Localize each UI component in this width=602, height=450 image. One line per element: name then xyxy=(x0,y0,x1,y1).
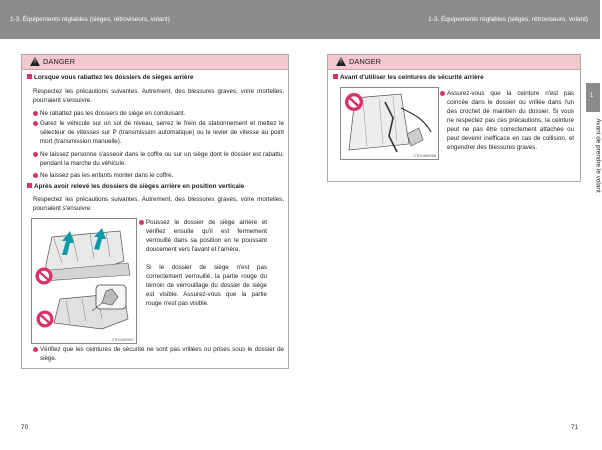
bullet-dot-icon xyxy=(33,173,38,178)
bullet-item xyxy=(33,109,284,118)
section-square-icon xyxy=(333,74,338,79)
seat-lock-illustration xyxy=(31,218,137,344)
header-title-left: 1-3. Équipements réglables (sièges, rétroviseurs, volant) xyxy=(10,16,170,23)
danger-label: DANGER xyxy=(43,57,76,66)
page-number-left: 70 xyxy=(21,424,29,431)
section-square-icon xyxy=(27,183,32,188)
section-square-icon xyxy=(27,74,32,79)
section-title xyxy=(333,74,484,81)
lock-indicator-drawing xyxy=(54,285,128,329)
figure-bullet xyxy=(139,218,267,262)
bullet-text: Ne laissez personne s'asseoir dans le coffre ou sur un siège dont le dossier est rabattu, pendant la marche du véhicule. xyxy=(40,151,284,167)
section-title-text: Lorsque vous rabattez les dossiers de sièges arrière xyxy=(34,74,194,81)
bullet-text: Ne rabattez pas les dossiers de siège en conduisant. xyxy=(40,110,186,117)
seatbelt-illustration-svg xyxy=(341,88,438,159)
danger-banner xyxy=(22,55,288,70)
prohibition-icon xyxy=(36,268,53,285)
intro-paragraph: Respectez les précautions suivantes. Autrement, des blessures graves, voire mortelles, pourraient s'ensuivre. xyxy=(33,196,284,212)
header-title-right: 1-3. Équipements réglables (sièges, rétroviseurs, volant) xyxy=(428,16,588,23)
page-header-left xyxy=(0,0,300,39)
warning-triangle-icon: ! xyxy=(30,57,40,66)
chapter-number: 1 xyxy=(590,93,594,99)
rear-seat-drawing xyxy=(40,231,130,281)
bullet-dot-icon xyxy=(139,220,144,225)
bullet-text: Garez le véhicule sur un sol de niveau, serrez le frein de stationnement et mettez le sélecteur de vitesses sur P (transmission automatique) ou le levier de vitesse au point mort (transmission manuelle). xyxy=(40,120,284,145)
seatbelt-illustration xyxy=(340,87,439,160)
figure-code: CTH13AR067 xyxy=(111,338,134,342)
section-title xyxy=(27,74,193,81)
bullet-text: Assurez-vous que la ceinture n'est pas coincée dans le dossier ou vrillée dans l'un des crochet de maintien du dossier. Si vous ne respectez pas ces précautions, la ceinture peut ne pas être correctement attachée ou peut devenir inefficace en cas de collision, et engendrer des blessures graves. xyxy=(447,90,574,151)
bullet-text: Poussez le dossier de siège arrière et vérifiez ensuite qu'il est fermement verrouillé dans sa position en le poussant doucement vers l'avant et l'arrière. xyxy=(146,219,267,253)
section-title-text: Avant d'utiliser les ceintures de sécurité arrière xyxy=(340,74,484,81)
danger-box-right xyxy=(327,54,581,182)
danger-banner xyxy=(328,55,580,70)
prohibition-icon xyxy=(37,311,54,328)
intro-paragraph: Respectez les précautions suivantes. Autrement, des blessures graves, voire mortelles, pourraient s'ensuivre. xyxy=(33,88,284,104)
bullet-item xyxy=(33,171,284,180)
bullet-text: Vérifiez que les ceintures de sécurité ne sont pas vrillées ou prises sous le dossier de siège. xyxy=(40,346,284,362)
bullet-item xyxy=(33,119,284,146)
page-header-right xyxy=(300,0,600,39)
figure-note: Si le dossier de siège n'est pas correctement verrouillé, la partie rouge du témoin de verrouillage du dossier de siège est visible. Assurez-vous que la partie rouge n'est pas visible. xyxy=(146,264,267,307)
section-title xyxy=(27,183,244,190)
bullet-dot-icon xyxy=(33,121,38,126)
figure-code: CTH13AR068 xyxy=(413,154,436,158)
prohibition-icon xyxy=(345,93,363,111)
chapter-label: Avant de prendre le volant xyxy=(594,118,602,193)
seat-illustration-svg xyxy=(32,219,136,343)
bullet-dot-icon xyxy=(33,111,38,116)
bullet-text: Ne laissez pas les enfants monter dans le coffre. xyxy=(40,172,174,179)
bullet-dot-icon xyxy=(33,152,38,157)
warning-triangle-icon: ! xyxy=(336,57,346,66)
bullet-dot-icon xyxy=(33,347,38,352)
danger-label: DANGER xyxy=(349,57,382,66)
bullet-item xyxy=(440,89,574,169)
page-number-right: 71 xyxy=(571,424,579,431)
bullet-item xyxy=(33,150,284,168)
bullet-dot-icon xyxy=(440,91,445,96)
bullet-item xyxy=(33,345,284,363)
section-title-text: Après avoir relevé les dossiers de sièges arrière en position verticale xyxy=(34,183,245,190)
danger-box-left xyxy=(21,54,289,369)
